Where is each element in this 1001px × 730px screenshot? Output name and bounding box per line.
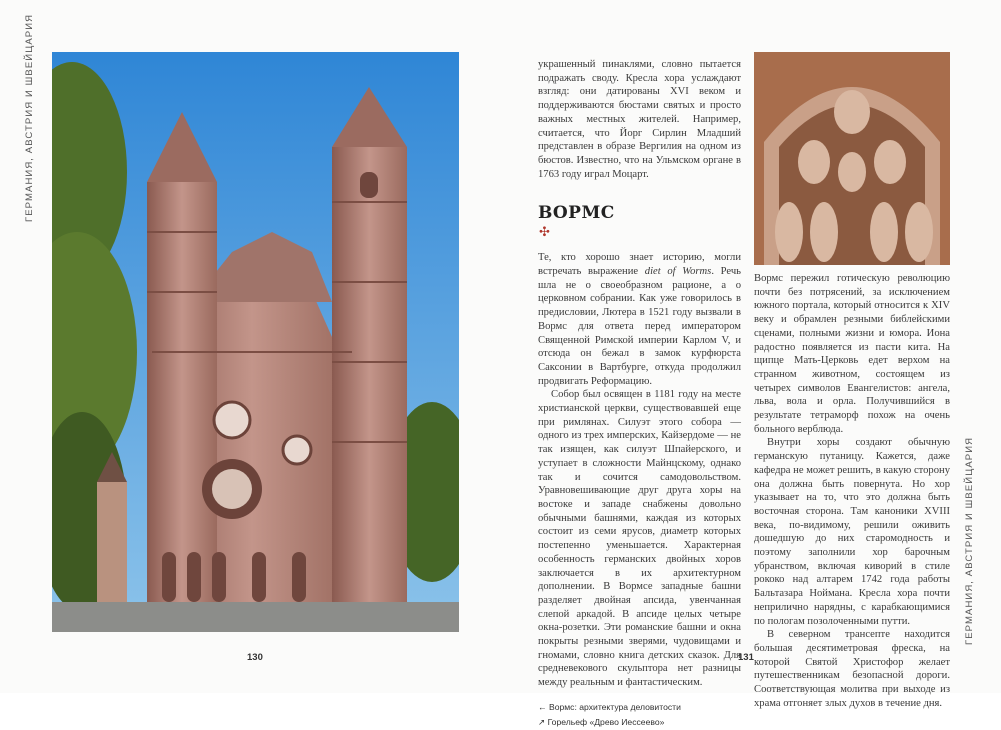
section-title: ВОРМС bbox=[538, 203, 615, 224]
paragraph-choirs: Внутри хоры создают обычную германскую путаницу. Кажется, даже кафедра не может решить, в какую сторону она должна быть повернута. Но хор указывает на то, что это должна быть восточная сторона. Там каноники XVIII века, по-видимому, решили оживить дошедшую до них старомодность и поэтому заполнили хор барочным убранством, включая киворий в стиле рококо над алтарем 1742 года работы Бальтазара Ноймана. Кресла хора почти неприлично нарядны, с карабкающимися по пологам позолоченными путти. bbox=[754, 437, 950, 627]
page-number-left: 130 bbox=[247, 652, 263, 663]
right-page bbox=[500, 0, 1001, 727]
worms-cathedral-image bbox=[52, 52, 459, 632]
relief-photo bbox=[754, 52, 950, 265]
paragraph-cathedral: Собор был освящен в 1181 году на месте христианской церкви, существовавшей еще при римлянах. Силуэт этого собора — одного из трех имперских, Кайзердоме — не так изящен, как силуэт Шпайерского, и уступает в сложности Майнцскому, однако так и сочится самодовольством. Уравновешивающие друг друга хоры на востоке и западе снабжены довольно обычными башнями, каждая из которых состоит из семи ярусов, диаметр которых постепенно уменьшается. Характерная особенность германских двойных хоров заключается в их архитектурном дополнении. В Вормсе западные башни разделяет двойная апсида, увенчанная слепой аркадой. В апсиде целых четыре окна-розетки. Эти романские башни и окна покрыты резными зверями, чудовищами и гномами, словно книга детских сказок. Для средневекового скульптора нет разницы между реальным и фантастическим. bbox=[538, 389, 741, 689]
caption-2: ↗ Горельеф «Древо Иессеево» bbox=[538, 716, 665, 727]
arrow-left-icon: ← bbox=[538, 701, 547, 712]
paragraph-gothic: Вормс пережил готическую революцию почти без потрясений, за исключением южного портала, который относится к XIV веку и обрамлен резными библейскими сценами, полными жизни и юмора. Иона радостно появляется из пасти кита. На щипце Мать-Церковь едет верхом на странном животном, состоящем из четырех символов Евангелистов: ангела, льва, вола и орла. Получившийся в результате тетраморф похож на очень больного верблюда. bbox=[754, 273, 950, 435]
captions bbox=[538, 690, 741, 730]
cathedral-photo bbox=[52, 52, 459, 632]
text-column-right bbox=[754, 272, 950, 711]
tree-of-jesse-relief-image bbox=[754, 52, 950, 265]
page-number-right: 131 bbox=[738, 652, 754, 663]
text-column-left bbox=[538, 58, 741, 181]
intro-paragraph: украшенный пинаклями, словно пытается подражать своду. Кресла хора услаждают взгляд: они датированы XVI веком и поддерживаются бюстами святых и просто важных местных жителей. Например, считается, что Йорг Сирлин Младший представлен в образе Вергилия на одном из бюстов. Известно, что на Ульмском органе в 1763 году играл Моцарт. bbox=[538, 59, 741, 180]
running-head-left: ГЕРМАНИЯ, АВСТРИЯ И ШВЕЙЦАРИЯ bbox=[24, 13, 35, 222]
left-text-flow bbox=[538, 58, 741, 727]
running-head-right: ГЕРМАНИЯ, АВСТРИЯ И ШВЕЙЦАРИЯ bbox=[964, 436, 975, 645]
paragraph-fresco: В северном трансепте находится большая десятиметровая фреска, на которой Святой Христофор желает путешественникам безопасной дороги. Соответствующая молитва при выходе из храма отгоняет злых духов в течение дня. bbox=[754, 629, 950, 709]
paragraph-diet-of-worms: Те, кто хорошо знает историю, могли встречать выражение diet of Worms. Речь шла не о своеобразном рационе, а о церковном собрании. Как уже говорилось в предисловии, Лютера в 1521 году вызвали в Вормс для ответа перед императором Священной Римской империи Карлом V, и отсюда он бежал в замок курфюрста Саксонии в Вартбурге, откуда продолжил продвигать Реформацию. bbox=[538, 252, 741, 387]
cross-ornament-icon: ✣ bbox=[539, 224, 550, 240]
section-body bbox=[538, 251, 741, 690]
left-page bbox=[0, 0, 500, 693]
caption-1: ← Вормс: архитектура деловитости bbox=[538, 701, 681, 712]
arrow-up-right-icon: ↗ bbox=[538, 716, 546, 727]
